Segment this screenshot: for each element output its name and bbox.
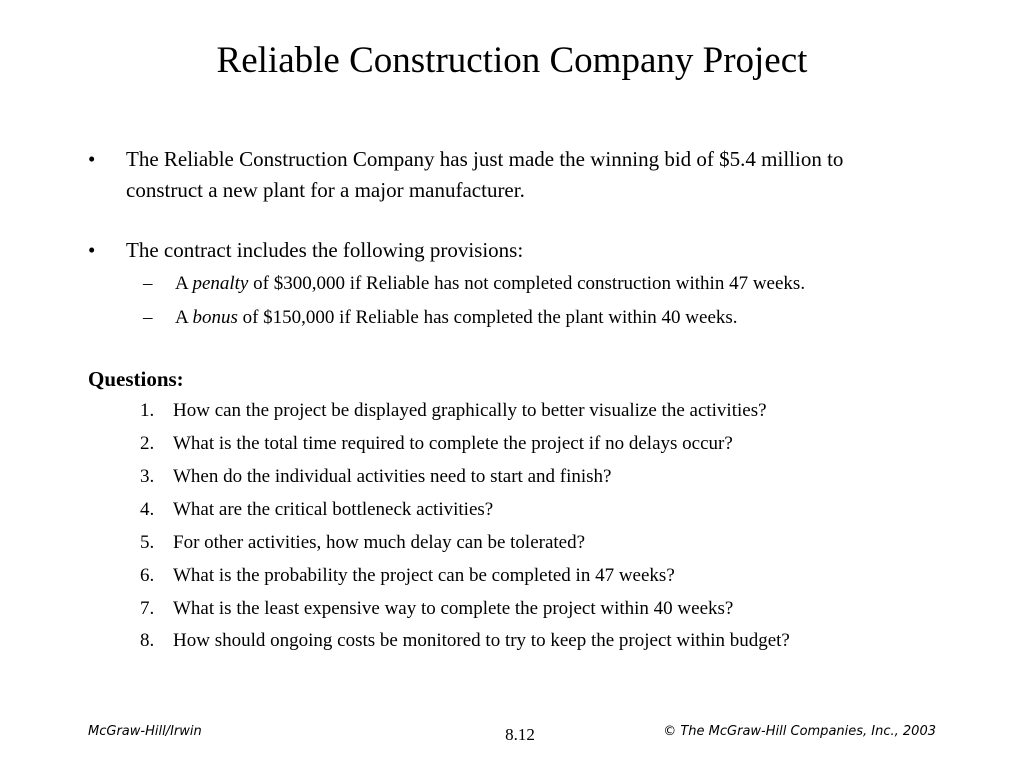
question-text: What is the least expensive way to complete the project within 40 weeks? — [173, 598, 734, 619]
question-item — [140, 497, 940, 523]
provision-emphasis: bonus — [192, 307, 238, 328]
provision-penalty — [143, 271, 963, 297]
provision-suffix: of $300,000 if Reliable has not completed construction within 47 weeks. — [248, 273, 806, 294]
question-item — [140, 628, 940, 654]
bullet-marker: • — [88, 238, 96, 262]
provision-emphasis: penalty — [192, 273, 249, 294]
question-item — [140, 596, 940, 622]
question-number: 5. — [140, 532, 155, 553]
footer-page-number: 8.12 — [505, 725, 535, 744]
question-text: What is the total time required to complete the project if no delays occur? — [173, 433, 733, 454]
provision-text — [175, 271, 963, 297]
bullet-contract-provisions — [88, 235, 918, 266]
question-item — [140, 431, 940, 457]
question-number: 8. — [140, 630, 155, 651]
question-number: 1. — [140, 400, 155, 421]
question-text: When do the individual activities need to start and finish? — [173, 466, 612, 487]
questions-heading: Questions: — [88, 367, 184, 391]
bullet-winning-bid — [88, 144, 918, 206]
question-text: For other activities, how much delay can be tolerated? — [173, 532, 586, 553]
bullet-text: The contract includes the following provisions: — [126, 238, 524, 262]
question-number: 4. — [140, 499, 155, 520]
bullet-text: The Reliable Construction Company has just made the winning bid of $5.4 million to construct a new plant for a major manufacturer. — [126, 147, 844, 202]
question-item — [140, 563, 940, 589]
provision-bonus — [143, 305, 963, 331]
bullet-marker: • — [88, 147, 96, 171]
provision-text — [175, 305, 963, 331]
question-text: What are the critical bottleneck activities? — [173, 499, 494, 520]
question-number: 2. — [140, 433, 155, 454]
provision-prefix: A — [175, 273, 193, 294]
provision-prefix: A — [175, 307, 193, 328]
question-text: How can the project be displayed graphically to better visualize the activities? — [173, 400, 767, 421]
slide-title: Reliable Construction Company Project — [216, 40, 808, 81]
question-number: 3. — [140, 466, 155, 487]
question-item — [140, 464, 940, 490]
question-number: 6. — [140, 565, 155, 586]
question-item — [140, 530, 940, 556]
dash-marker: – — [143, 273, 153, 294]
question-item — [140, 398, 940, 424]
question-text: What is the probability the project can be completed in 47 weeks? — [173, 565, 675, 586]
footer-copyright: © The McGraw-Hill Companies, Inc., 2003 — [663, 724, 936, 739]
provision-suffix: of $150,000 if Reliable has completed the plant within 40 weeks. — [237, 307, 738, 328]
dash-marker: – — [143, 307, 153, 328]
question-text: How should ongoing costs be monitored to try to keep the project within budget? — [173, 630, 790, 651]
footer-publisher: McGraw-Hill/Irwin — [88, 724, 202, 739]
question-number: 7. — [140, 598, 155, 619]
